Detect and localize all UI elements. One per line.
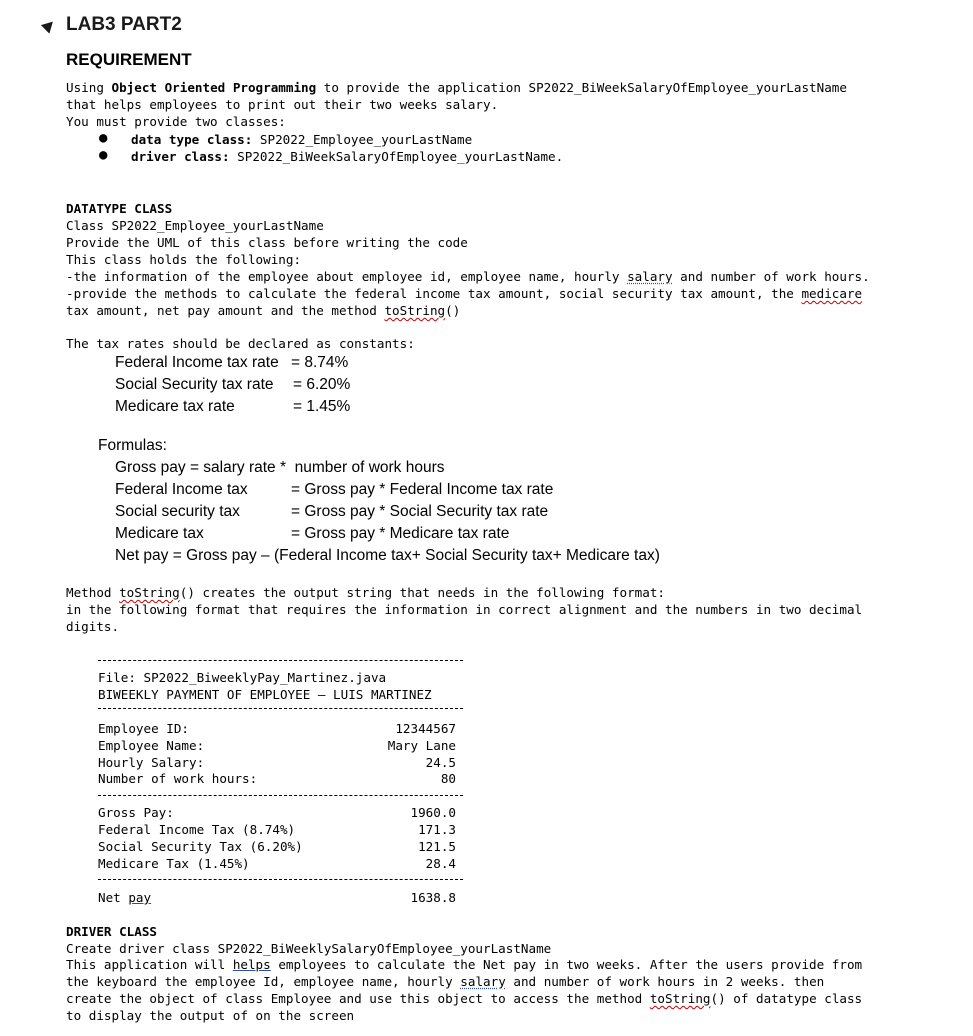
bullet-icon: ● bbox=[99, 130, 108, 146]
intro-line-1: Using Object Oriented Programming to provide the application SP2022_BiWeekSalaryOfEmployee_yourLastName bbox=[66, 80, 847, 95]
divider bbox=[98, 795, 463, 796]
collapse-triangle-icon[interactable] bbox=[41, 17, 57, 33]
driver-line-3: the keyboard the employee Id, employee name, hourly salary and number of work hours in 2 weeks. then bbox=[66, 974, 825, 989]
driver-line-4: create the object of class Employee and use this object to access the method toString() of datatype class bbox=[66, 991, 863, 1006]
tostring-line-3: digits. bbox=[66, 619, 120, 634]
pay-label: Social Security Tax (6.20%) bbox=[98, 839, 303, 854]
tostring-line-2: in the following format that requires the information in correct alignment and the numbers in two decimal bbox=[66, 602, 863, 617]
divider bbox=[98, 879, 463, 880]
info-label: Number of work hours: bbox=[98, 771, 258, 786]
info-value: 24.5 bbox=[425, 755, 456, 770]
sample-header-line: BIWEEKLY PAYMENT OF EMPLOYEE – LUIS MARTINEZ bbox=[98, 687, 432, 702]
pay-label: Medicare Tax (1.45%) bbox=[98, 856, 250, 871]
rate-value: = 8.74% bbox=[291, 354, 349, 371]
tostring-line-1: Method toString() creates the output string that needs in the following format: bbox=[66, 585, 666, 600]
formula-gross-pay: Gross pay = salary rate * number of work hours bbox=[115, 459, 445, 476]
divider bbox=[98, 708, 463, 709]
bullet-icon: ● bbox=[99, 147, 108, 163]
page-title: LAB3 PART2 bbox=[66, 14, 182, 35]
sample-file-line: File: SP2022_BiweeklyPay_Martinez.java bbox=[98, 670, 387, 685]
divider bbox=[98, 660, 463, 661]
intro-line-2: that helps employees to print out their two weeks salary. bbox=[66, 97, 499, 112]
driver-line-5: to display the output of on the screen bbox=[66, 1008, 355, 1023]
info-label: Employee Name: bbox=[98, 738, 205, 753]
pay-label: Gross Pay: bbox=[98, 805, 174, 820]
formula-label: Federal Income tax bbox=[115, 481, 248, 498]
formula-label: Medicare tax bbox=[115, 525, 204, 542]
info-value: 12344567 bbox=[395, 721, 456, 736]
datatype-heading: DATATYPE CLASS bbox=[66, 201, 173, 216]
constants-intro: The tax rates should be declared as constants: bbox=[66, 336, 415, 351]
datatype-line-4: -the information of the employee about employee id, employee name, hourly salary and number of work hours. bbox=[66, 269, 870, 284]
intro-line-3: You must provide two classes: bbox=[66, 114, 286, 129]
bullet-driver-class: driver class: SP2022_BiWeekSalaryOfEmployee_yourLastName. bbox=[131, 149, 564, 164]
rate-value: = 1.45% bbox=[293, 398, 351, 415]
pay-value: 171.3 bbox=[418, 822, 456, 837]
datatype-line-2: Provide the UML of this class before writing the code bbox=[66, 235, 468, 250]
formula-value: = Gross pay * Medicare tax rate bbox=[291, 525, 510, 542]
net-pay-label: Net pay bbox=[98, 890, 152, 905]
rate-value: = 6.20% bbox=[293, 376, 351, 393]
info-value: Mary Lane bbox=[387, 738, 456, 753]
formula-net-pay: Net pay = Gross pay – (Federal Income tax+ Social Security tax+ Medicare tax) bbox=[115, 547, 660, 564]
rate-label: Social Security tax rate bbox=[115, 376, 274, 393]
pay-value: 28.4 bbox=[425, 856, 456, 871]
info-value: 80 bbox=[440, 771, 456, 786]
formula-value: = Gross pay * Social Security tax rate bbox=[291, 503, 549, 520]
pay-value: 1960.0 bbox=[410, 805, 456, 820]
formula-label: Social security tax bbox=[115, 503, 240, 520]
rate-label: Federal Income tax rate bbox=[115, 354, 279, 371]
info-label: Hourly Salary: bbox=[98, 755, 205, 770]
datatype-line-3: This class holds the following: bbox=[66, 252, 302, 267]
formula-value: = Gross pay * Federal Income tax rate bbox=[291, 481, 554, 498]
datatype-line-1: Class SP2022_Employee_yourLastName bbox=[66, 218, 324, 233]
section-title-requirement: REQUIREMENT bbox=[66, 50, 192, 69]
driver-line-1: Create driver class SP2022_BiWeeklySalaryOfEmployee_yourLastName bbox=[66, 941, 552, 956]
bullet-datatype-class: data type class: SP2022_Employee_yourLastName bbox=[131, 132, 473, 147]
driver-line-2: This application will helps employees to calculate the Net pay in two weeks. After the users provide from bbox=[66, 957, 863, 972]
formulas-heading: Formulas: bbox=[98, 437, 167, 454]
info-label: Employee ID: bbox=[98, 721, 189, 736]
driver-heading: DRIVER CLASS bbox=[66, 924, 157, 939]
pay-value: 121.5 bbox=[418, 839, 456, 854]
net-pay-value: 1638.8 bbox=[410, 890, 456, 905]
rate-label: Medicare tax rate bbox=[115, 398, 235, 415]
pay-label: Federal Income Tax (8.74%) bbox=[98, 822, 296, 837]
datatype-line-5: -provide the methods to calculate the federal income tax amount, social security tax amount, the medicare bbox=[66, 286, 863, 301]
datatype-line-6: tax amount, net pay amount and the method toString() bbox=[66, 303, 461, 318]
